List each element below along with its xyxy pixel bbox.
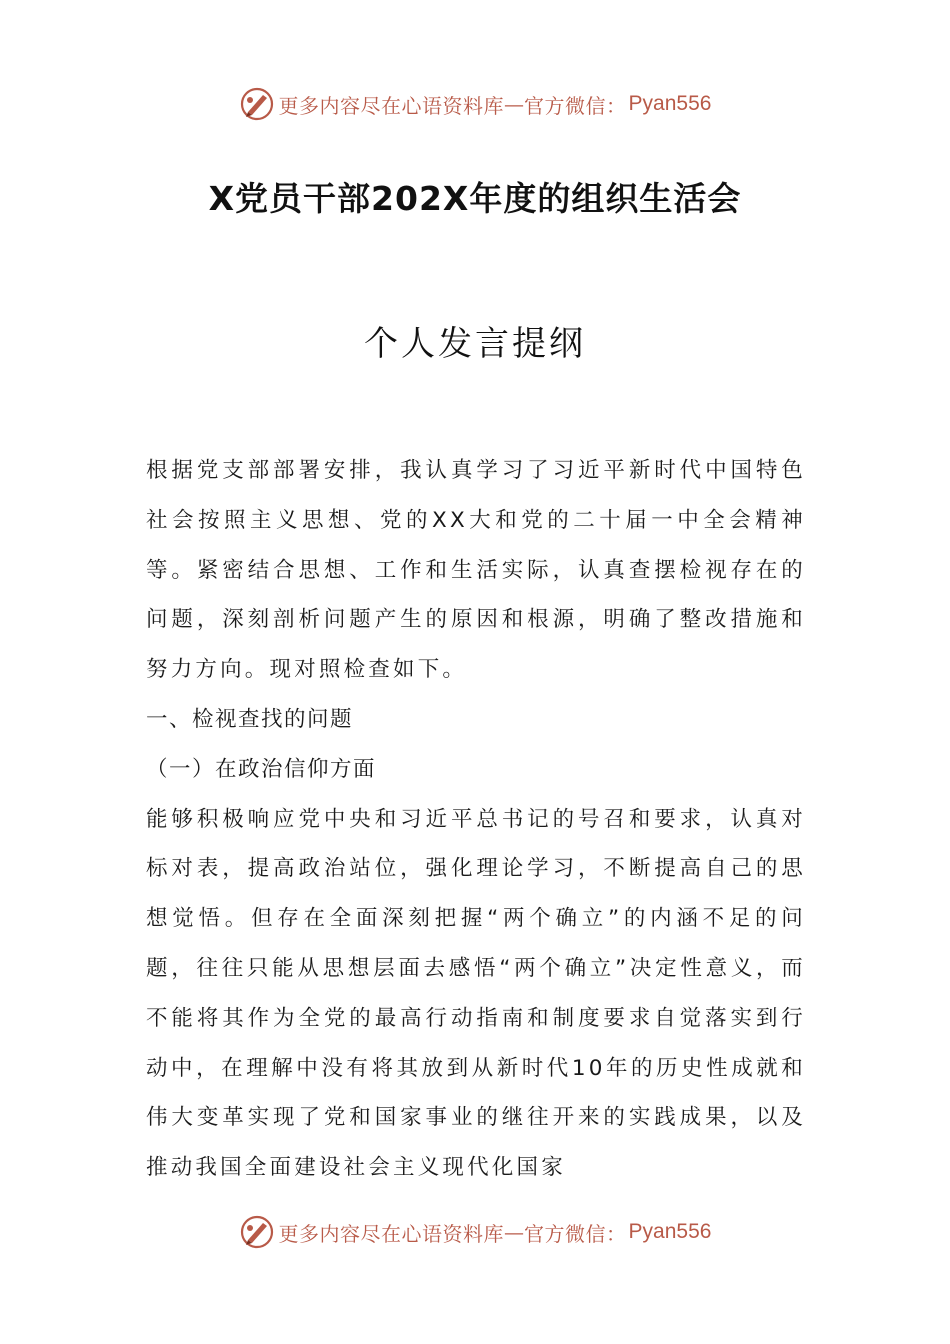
pen-in-circle-icon <box>239 1214 275 1250</box>
footer-watermark-banner <box>0 1210 950 1254</box>
banner-account-label: 官方微信： <box>524 93 627 118</box>
banner-account-label: 官方微信： <box>524 1221 627 1246</box>
banner-account-id: Pyan556 <box>628 92 712 115</box>
document-title-line2: 个人发言提纲 <box>364 324 586 364</box>
banner-text: 更多内容尽在心语资料库 <box>278 93 505 118</box>
body-paragraph: 能够积极响应党中央和习近平总书记的号召和要求，认真对标对表，提高政治站位，强化理论学习，不断提高自己的思想觉悟。但存在全面深刻把握“两个确立”的内涵不足的问题，往往只能从思想层面去感悟“两个确立”决定性意义，而不能将其作为全党的最高行动指南和制度要求自觉落实到行动中，在理解中没有将其放到从新时代10年的历史性成就和伟大变革实现了党和国家事业的继往开来的实践成果，以及推动我国全面建设社会主义现代化国家 <box>146 806 806 1181</box>
header-watermark-banner <box>0 82 950 126</box>
banner-account-id: Pyan556 <box>628 1220 712 1243</box>
section-heading: 一、检视查找的问题 <box>146 706 354 732</box>
pen-in-circle-icon <box>239 86 275 122</box>
banner-text: 更多内容尽在心语资料库 <box>278 1221 505 1246</box>
intro-paragraph: 根据党支部部署安排，我认真学习了习近平新时代中国特色社会按照主义思想、党的XX大和党的二十届一中全会精神等。紧密结合思想、工作和生活实际，认真查摆检视存在的问题，深刻剖析问题产生的原因和根源，明确了整改措施和努力方向。现对照检查如下。 <box>146 458 806 683</box>
banner-separator: — <box>504 1220 525 1244</box>
subsection-heading: （一）在政治信仰方面 <box>146 756 377 782</box>
banner-separator: — <box>504 92 525 116</box>
document-body <box>146 446 806 1193</box>
document-title-line1: X党员干部202X年度的组织生活会 <box>208 179 742 218</box>
